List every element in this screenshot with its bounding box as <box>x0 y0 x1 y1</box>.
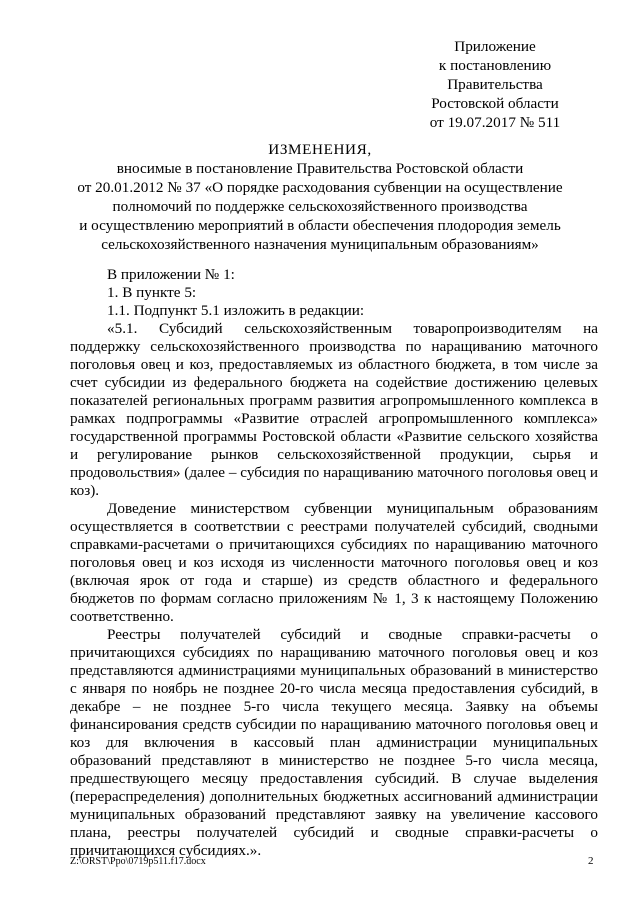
title-line: от 20.01.2012 № 37 «О порядке расходования субвенции на осуществление <box>77 179 563 196</box>
appendix-line: Правительства <box>447 76 543 93</box>
title-line: вносимые в постановление Правительства Ростовской области <box>116 160 524 177</box>
title-line: и осуществлению мероприятий в области обеспечения плодородия земель <box>79 217 561 234</box>
document-title <box>60 140 580 254</box>
footer-file-path: Z:\ORST\Ppo\0719p511.f17.docx <box>70 856 206 867</box>
paragraph-registers-submission: Реестры получателей субсидий и сводные справки-расчеты о причитающихся субсидиях по наращиванию маточного поголовья овец и коз представляются администрациями муниципальных образований в министерство с января по ноябрь не позднее 20-го числа месяца предоставления субсидий, в декабре – не позднее 5-го числа текущего месяца. Заявку на объемы финансирования средств субсидии по наращиванию маточного поголовья овец и коз для включения в кассовый план администрации муниципальных образований представляют в министерство не позднее 5-го числа месяца, предшествующего месяцу предоставления субсидий. В случае выделения (перераспределения) дополнительных бюджетных ассигнований администрации муниципальных образований представляют заявку на увеличение кассового плана, реестры получателей субсидий и сводные справки-расчеты о причитающихся субсидиях.». <box>70 626 598 859</box>
paragraph-intro: В приложении № 1: <box>107 266 235 283</box>
page-number: 2 <box>588 855 594 867</box>
title-heading: ИЗМЕНЕНИЯ, <box>268 141 372 158</box>
paragraph-subvention-distribution: Доведение министерством субвенции муниципальным образованиям осуществляется в соответствии с реестрами получателей субсидий, сводными справками-расчетами о причитающихся субсидиях по наращиванию маточного поголовья овец и коз исходя из численности маточного поголовья овец и коз (включая ярок от года и старше) из средств областного и федерального бюджетов по формам согласно приложениям № 1, 3 к настоящему Положению соответственно. <box>70 500 598 625</box>
paragraph-item-1: 1. В пункте 5: <box>107 284 197 301</box>
title-line: полномочий по поддержке сельскохозяйственного производства <box>112 198 528 215</box>
appendix-line: Приложение <box>454 38 536 55</box>
appendix-line: к постановлению <box>438 57 552 74</box>
paragraph-item-1-1: 1.1. Подпункт 5.1 изложить в редакции: <box>107 302 365 319</box>
title-line: сельскохозяйственного назначения муниципальным образованиям» <box>101 236 539 253</box>
appendix-date-number: от 19.07.2017 № 511 <box>429 114 561 131</box>
appendix-line: Ростовской области <box>431 95 559 112</box>
appendix-block <box>380 37 610 132</box>
document-body <box>70 266 598 860</box>
paragraph-5-1-definition: «5.1. Субсидий сельскохозяйственным товаропроизводителям на поддержку сельскохозяйственного производства по наращиванию маточного поголовья овец и коз, предоставляемых из областного бюджета, в том числе за счет субсидии из федерального бюджета на содействие достижению целевых показателей региональных программ развития агропромышленного комплекса в рамках подпрограммы «Развитие отраслей агропромышленного комплекса» государственной программы Ростовской области «Развитие сельского хозяйства и регулирование рынков сельскохозяйственной продукции, сырья и продовольствия» (далее – субсидия по наращиванию маточного поголовья овец и коз). <box>70 320 598 499</box>
